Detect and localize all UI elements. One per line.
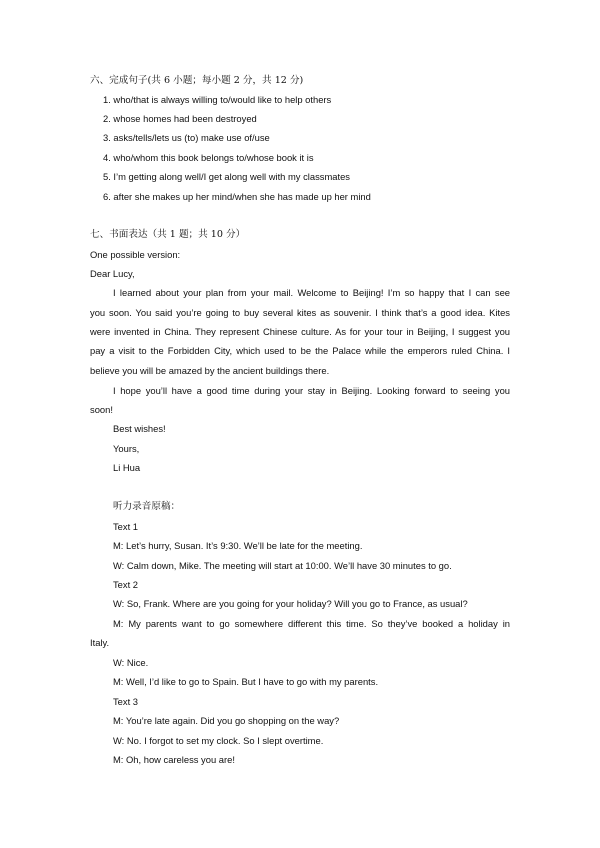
listening-heading: 听力录音原稿：: [113, 501, 181, 512]
essay-paragraph2-line: I hope you’ll have a good time during your stay in Beijing. Looking forward to seeing you: [113, 385, 510, 396]
essay-paragraph1-line: were invented in China. They represent Chinese culture. As for your tour in Beijing, I suggest you: [90, 326, 510, 337]
section6-item: 2. whose homes had been destroyed: [103, 113, 257, 124]
dialogue-line: M: Oh, how careless you are!: [113, 754, 235, 765]
essay-greeting: Dear Lucy,: [90, 268, 135, 279]
essay-paragraph1-line: believe you will be amazed by the ancient buildings there.: [90, 365, 330, 376]
essay-paragraph1-line: you soon. You said you’re going to buy several kites as souvenir. I think that’s a good idea. Kites: [90, 307, 510, 318]
dialogue-line: W: Nice.: [113, 657, 149, 668]
essay-signature: Li Hua: [113, 462, 141, 473]
section6-item: 6. after she makes up her mind/when she has made up her mind: [103, 191, 371, 202]
section6-item: 5. I’m getting along well/I get along well with my classmates: [103, 171, 350, 182]
dialogue-line: W: Calm down, Mike. The meeting will start at 10:00. We’ll have 30 minutes to go.: [113, 560, 452, 571]
essay-closing: Best wishes!: [113, 423, 166, 434]
section6-heading: 六、完成句子(共 6 小题；每小题 2 分，共 12 分): [90, 75, 304, 86]
dialogue-line: M: Well, I’d like to go to Spain. But I have to go with my parents.: [113, 676, 379, 687]
section6-item: 4. who/whom this book belongs to/whose book it is: [103, 152, 314, 163]
text1-label: Text 1: [113, 521, 139, 532]
text3-label: Text 3: [113, 696, 139, 707]
dialogue-line: W: So, Frank. Where are you going for your holiday? Will you go to France, as usual?: [113, 598, 468, 609]
dialogue-line: M: Let’s hurry, Susan. It’s 9:30. We’ll be late for the meeting.: [113, 540, 363, 551]
dialogue-line: W: No. I forgot to set my clock. So I slept overtime.: [113, 735, 324, 746]
dialogue-line: M: You’re late again. Did you go shopping on the way?: [113, 715, 340, 726]
section7-heading: 七、书面表达（共 1 题；共 10 分）: [90, 229, 246, 240]
dialogue-line: Italy.: [90, 637, 110, 648]
essay-paragraph1-line: pay a visit to the Forbidden City, which used to be the Palace while the emperors ruled China. I: [90, 345, 510, 356]
essay-paragraph1-line: I learned about your plan from your mail. Welcome to Beijing! I’m so happy that I can see: [113, 287, 510, 298]
section6-item: 3. asks/tells/lets us (to) make use of/use: [103, 132, 270, 143]
essay-closing: Yours,: [113, 443, 140, 454]
essay-paragraph2-line: soon!: [90, 404, 113, 415]
text2-label: Text 2: [113, 579, 139, 590]
dialogue-line: M: My parents want to go somewhere different this time. So they’ve booked a holiday in: [113, 618, 510, 629]
essay-intro: One possible version:: [90, 249, 181, 260]
section6-item: 1. who/that is always willing to/would like to help others: [103, 94, 332, 105]
